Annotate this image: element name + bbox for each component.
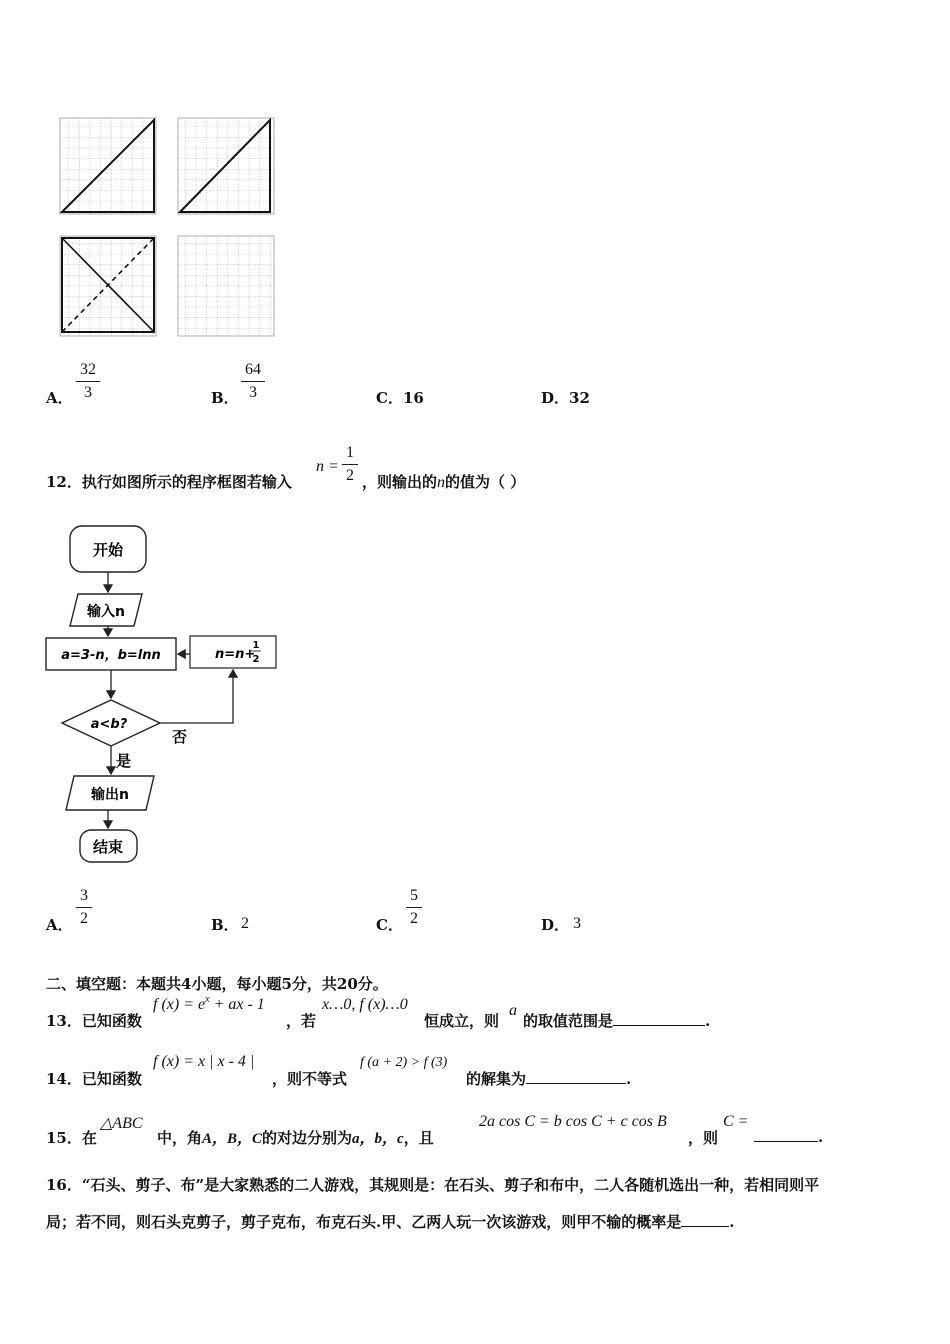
q12-option-a-letter: A． (46, 916, 73, 934)
q12-n-eq: n = (316, 458, 339, 475)
flow-update-num: 1 (252, 640, 260, 651)
q12-stem-tail: ，则输出的n的值为（ ） (362, 473, 526, 491)
q16-answer-blank[interactable] (681, 1212, 729, 1227)
q13-prefix: 13．已知函数 (46, 1012, 142, 1030)
flow-update-den: 2 (252, 654, 260, 665)
q11-option-a-letter: A． (46, 389, 73, 407)
flowchart (40, 522, 290, 872)
q12-stem-fraction: 1 2 (342, 444, 358, 485)
q15-prefix: 15．在 (46, 1129, 97, 1147)
q15-triangle: △ABC (100, 1115, 143, 1132)
q13-cond-prefix: ，若 (286, 1012, 317, 1030)
q13-condition: x…0, f (x)…0 (322, 996, 408, 1013)
q12-stem-prefix: 12．执行如图所示的程序框图若输入 (46, 473, 292, 491)
q15-answer-blank[interactable] (754, 1127, 818, 1142)
flow-start-label: 开始 (92, 541, 124, 559)
q14-answer-blank[interactable] (526, 1069, 626, 1084)
flow-no-label: 否 (172, 728, 188, 746)
flow-input-label: 输入n (87, 604, 125, 620)
q12-option-d-value: 3 (573, 915, 581, 932)
section-title: 二、填空题：本题共4小题，每小题5分，共20分。 (46, 975, 388, 993)
q11-option-b-letter: B． (211, 389, 239, 407)
q11-option-d: D．32 (541, 389, 590, 407)
q11-option-b-fraction: 64 3 (241, 361, 265, 402)
q14-mid: ，则不等式 (272, 1070, 348, 1088)
q12-option-a-fraction: 3 2 (76, 887, 92, 928)
q13-answer-blank[interactable] (613, 1011, 705, 1026)
flow-update-label: n=n+ (215, 647, 256, 662)
q12-option-d-letter: D． (541, 916, 570, 934)
q12-option-c-letter: C． (376, 916, 403, 934)
q15-answer: . (754, 1127, 823, 1146)
q14-inequality: f (a + 2) > f (3) (360, 1055, 448, 1070)
flow-decision-label: a<b? (90, 717, 128, 732)
q15-equation: 2a cos C = b cos C + c cos B (479, 1113, 667, 1130)
q16-line1: 16．“石头、剪子、布”是大家熟悉的二人游戏，其规则是：在石头、剪子和布中，二人各随机选出一种，若相同则平 (46, 1176, 820, 1194)
q13-suffix: 的取值范围是 . (523, 1012, 711, 1030)
q16-line2: 局；若不同，则石头克剪子，剪子克布，布克石头.甲、乙两人玩一次该游戏，则甲不输的概率是 . (46, 1213, 735, 1231)
three-view-figure (58, 116, 276, 340)
q11-option-a-fraction: 32 3 (76, 361, 100, 402)
q15-mid4: ，则 (688, 1129, 719, 1147)
q15-text: 中，角A，B，C的对边分别为a，b，c，且 (157, 1129, 434, 1147)
flow-output-label: 输出n (91, 787, 129, 803)
q14-function: f (x) = x | x - 4 | (153, 1053, 255, 1070)
q11-option-c: C．16 (376, 389, 424, 407)
q15-ask: C = (723, 1113, 749, 1130)
q14-prefix: 14．已知函数 (46, 1070, 142, 1088)
q12-option-b-letter: B． (211, 916, 239, 934)
q13-function: f $(x) = e^x$ + ax - 1 (153, 994, 265, 1013)
q14-suffix: 的解集为 . (466, 1070, 632, 1088)
flow-end-label: 结束 (92, 838, 124, 856)
flow-yes-label: 是 (116, 752, 132, 770)
flow-process-label: a=3-n，b=lnn (61, 648, 161, 663)
q12-option-b-value: 2 (241, 915, 249, 932)
grid-panel-empty (178, 236, 274, 336)
q12-option-c-fraction: 5 2 (406, 887, 422, 928)
q13-mid: 恒成立，则 (424, 1012, 500, 1030)
q13-var: a (509, 1002, 517, 1019)
